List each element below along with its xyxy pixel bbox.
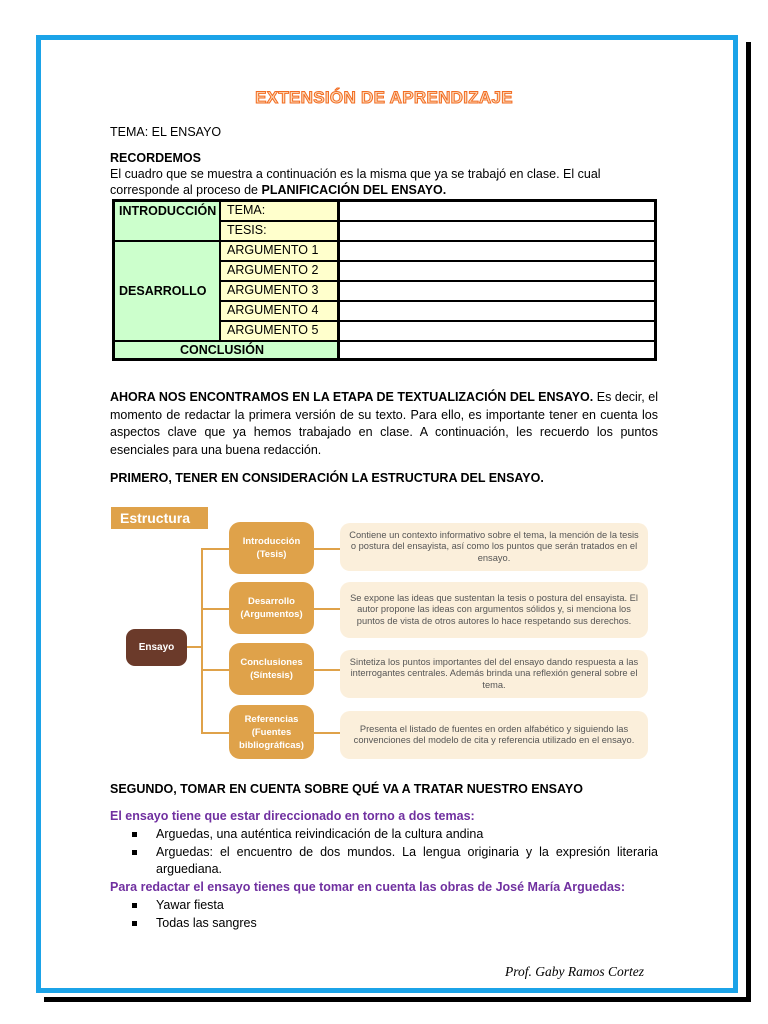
connector-3 xyxy=(201,669,229,671)
node-introduccion xyxy=(229,522,314,574)
page-title: EXTENSIÓN DE APRENDIZAJE xyxy=(255,88,513,107)
cell-tema: TEMA: xyxy=(221,202,337,220)
cell-argumento-2: ARGUMENTO 2 xyxy=(221,262,337,280)
connector-vertical xyxy=(201,548,203,733)
bullet-square-icon xyxy=(132,850,137,855)
cell-tesis: TESIS: xyxy=(221,222,337,240)
bullet-square-icon xyxy=(132,921,137,926)
node-referencias-sub1: (Fuentes xyxy=(251,726,292,738)
tema-line: TEMA: EL ENSAYO xyxy=(110,125,222,139)
connector-desc-1 xyxy=(314,548,340,550)
cell-desarrollo: DESARROLLO xyxy=(115,242,219,340)
bullet-square-icon xyxy=(132,903,137,908)
temas-list xyxy=(156,826,658,878)
obras-heading: Para redactar el ensayo tienes que tomar en cuenta las obras de José María Arguedas: xyxy=(110,880,626,894)
node-conclusiones-sub: (Síntesis) xyxy=(250,670,293,681)
cell-introduccion: INTRODUCCIÓN xyxy=(115,202,219,240)
node-introduccion-title: Introducción xyxy=(242,536,301,547)
tema-1: Arguedas, una auténtica reivindicación de la cultura andina xyxy=(156,827,484,841)
connector-desc-4 xyxy=(314,732,340,734)
segundo-heading: SEGUNDO, TOMAR EN CUENTA SOBRE QUÉ VA A TRATAR NUESTRO ENSAYO xyxy=(110,782,583,796)
connector-2 xyxy=(201,608,229,610)
planning-table xyxy=(112,199,657,361)
list-item xyxy=(156,844,658,878)
cell-argumento-4-value xyxy=(340,302,654,320)
node-referencias-sub2: bibliográficas) xyxy=(239,739,304,751)
obras-list xyxy=(156,897,658,932)
desc-introduccion: Contiene un contexto informativo sobre el tema, la mención de la tesis o postura del ensayista, así como los puntos que serán tratados en el ensayo. xyxy=(340,523,648,571)
node-desarrollo xyxy=(229,582,314,634)
cell-argumento-3: ARGUMENTO 3 xyxy=(221,282,337,300)
cell-argumento-1-value xyxy=(340,242,654,260)
recordemos-line2 xyxy=(110,182,658,199)
desc-conclusiones: Sintetiza los puntos importantes del del ensayo dando respuesta a las interrogantes centrales. Además brinda una reflexión general sobre el tema. xyxy=(340,650,648,698)
cell-argumento-5-value xyxy=(340,322,654,340)
obra-1: Yawar fiesta xyxy=(156,898,224,912)
node-desarrollo-title: Desarrollo xyxy=(248,596,295,607)
cell-tesis-value xyxy=(340,222,654,240)
temas-heading: El ensayo tiene que estar direccionado en torno a dos temas: xyxy=(110,809,475,823)
cell-argumento-2-value xyxy=(340,262,654,280)
list-item xyxy=(156,826,658,843)
list-item xyxy=(156,915,658,932)
cell-conclusion-value xyxy=(340,342,654,358)
recordemos-line1: El cuadro que se muestra a continuación es la misma que ya se trabajó en clase. El cual xyxy=(110,167,601,181)
bullet-square-icon xyxy=(132,832,137,837)
connector-root xyxy=(187,646,202,648)
recordemos-heading: RECORDEMOS xyxy=(110,151,201,165)
connector-4 xyxy=(201,732,229,734)
node-conclusiones-title: Conclusiones xyxy=(240,657,303,668)
tema-2: Arguedas: el encuentro de dos mundos. La lengua originaria y la expresión literaria arguediana. xyxy=(156,845,658,876)
node-conclusiones xyxy=(229,643,314,695)
list-item xyxy=(156,897,658,914)
textualizacion-paragraph xyxy=(110,389,658,459)
cell-argumento-3-value xyxy=(340,282,654,300)
connector-desc-3 xyxy=(314,669,340,671)
estructura-tag: Estructura xyxy=(111,507,208,529)
textualizacion-bold: AHORA NOS ENCONTRAMOS EN LA ETAPA DE TEXTUALIZACIÓN DEL ENSAYO. xyxy=(110,390,594,404)
signature: Prof. Gaby Ramos Cortez xyxy=(505,964,644,979)
obra-2: Todas las sangres xyxy=(156,916,257,930)
node-referencias-title: Referencias xyxy=(244,713,299,725)
primero-heading: PRIMERO, TENER EN CONSIDERACIÓN LA ESTRUCTURA DEL ENSAYO. xyxy=(110,471,544,485)
connector-desc-2 xyxy=(314,608,340,610)
node-referencias xyxy=(229,705,314,759)
desc-referencias: Presenta el listado de fuentes en orden alfabético y siguiendo las convenciones del modelo de cita y referencia utilizado en el ensayo. xyxy=(340,711,648,759)
textualizacion-text: Es decir, el momento de redactar la primera versión de su texto. Para ello, es importante tener en cuenta los aspectos clave que ya hemos trabajado en clase. A continuación, les recuerdo los puntos esenciales para una buena redacción. xyxy=(110,390,658,457)
recordemos-line2-text: corresponde al proceso de xyxy=(110,183,262,197)
ensayo-root-node: Ensayo xyxy=(126,629,187,666)
desc-desarrollo: Se expone las ideas que sustentan la tesis o postura del ensayista. El autor propone las ideas con argumentos sólidos y, si menciona los puntos de vista de otros autores lo hace respetando sus derechos. xyxy=(340,582,648,638)
cell-argumento-4: ARGUMENTO 4 xyxy=(221,302,337,320)
cell-tema-value xyxy=(340,202,654,220)
connector-1 xyxy=(201,548,229,550)
node-introduccion-sub: (Tesis) xyxy=(256,549,287,560)
node-desarrollo-sub: (Argumentos) xyxy=(240,609,303,620)
cell-conclusion: CONCLUSIÓN xyxy=(115,342,337,358)
planificacion-bold: PLANIFICACIÓN DEL ENSAYO. xyxy=(261,183,447,197)
cell-argumento-1: ARGUMENTO 1 xyxy=(221,242,337,260)
cell-argumento-5: ARGUMENTO 5 xyxy=(221,322,337,340)
